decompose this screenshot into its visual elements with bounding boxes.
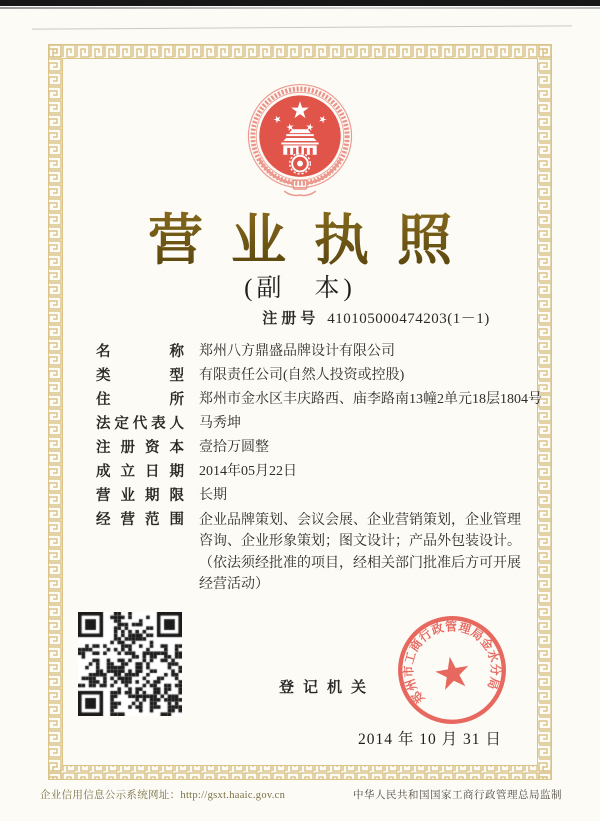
field-value: 壹拾万圆整	[199, 440, 269, 455]
qr-code	[78, 612, 182, 716]
license-title: 营业执照	[0, 196, 600, 275]
credit-info-url-text: 企业信用信息公示系统网址：http://gsxt.haaic.gov.cn	[40, 790, 286, 801]
field-label: 住所	[96, 392, 184, 408]
field-row-establish-date	[96, 462, 526, 482]
field-row-business-term	[96, 486, 526, 506]
paper-edge-line	[32, 25, 572, 29]
field-value: 有限责任公司(自然人投资或控股)	[199, 368, 405, 383]
issuing-bureau-text: 中华人民共和国国家工商行政管理总局监制	[353, 790, 562, 801]
registration-number-value: 410105000474203(1－1)	[327, 311, 490, 327]
field-label: 法定代表人	[96, 416, 184, 432]
field-row-type	[96, 366, 526, 386]
national-emblem-icon	[246, 82, 354, 200]
page-footer	[0, 787, 600, 802]
field-value: 长期	[199, 488, 227, 503]
business-scope-text: 企业品牌策划、会议会展、企业营销策划，企业管理咨询、企业形象策划；图文设计；产品外包装设计。	[199, 513, 521, 549]
field-value: 郑州市金水区丰庆路西、庙李路南13幢2单元18层1804号	[199, 392, 542, 407]
field-row-business-scope	[96, 510, 526, 595]
scan-edge-artifact	[0, 0, 600, 6]
issue-date: 2014 年 10 月 31 日	[358, 731, 502, 748]
field-value	[199, 510, 526, 595]
field-row-name	[96, 342, 526, 362]
field-label: 注册资本	[96, 440, 184, 456]
license-subtitle: (副 本)	[244, 275, 356, 302]
field-label: 成立日期	[96, 464, 184, 480]
scan-edge-line	[0, 7, 600, 9]
registration-number-label: 注册号	[262, 310, 320, 327]
field-label: 经营范围	[96, 512, 184, 528]
business-scope-note: （依法须经批准的项目，经相关部门批准后方可开展经营活动）	[199, 556, 521, 592]
field-value: 2014年05月22日	[199, 464, 297, 479]
field-label: 类型	[96, 368, 184, 384]
field-row-registered-capital	[96, 438, 526, 458]
registration-number-line	[76, 307, 600, 328]
official-seal-icon	[385, 603, 519, 737]
field-row-legal-representative	[96, 414, 526, 434]
seal-text: 郑州市工商行政管理局金水分局	[401, 619, 503, 707]
registration-authority-label: 登记机关	[279, 679, 376, 696]
license-fields	[96, 342, 542, 599]
field-row-address	[96, 390, 542, 410]
field-value: 郑州八方鼎盛品牌设计有限公司	[199, 344, 395, 359]
field-label: 名称	[96, 344, 184, 360]
field-value: 马秀坤	[199, 416, 241, 431]
field-label: 营业期限	[96, 488, 184, 504]
